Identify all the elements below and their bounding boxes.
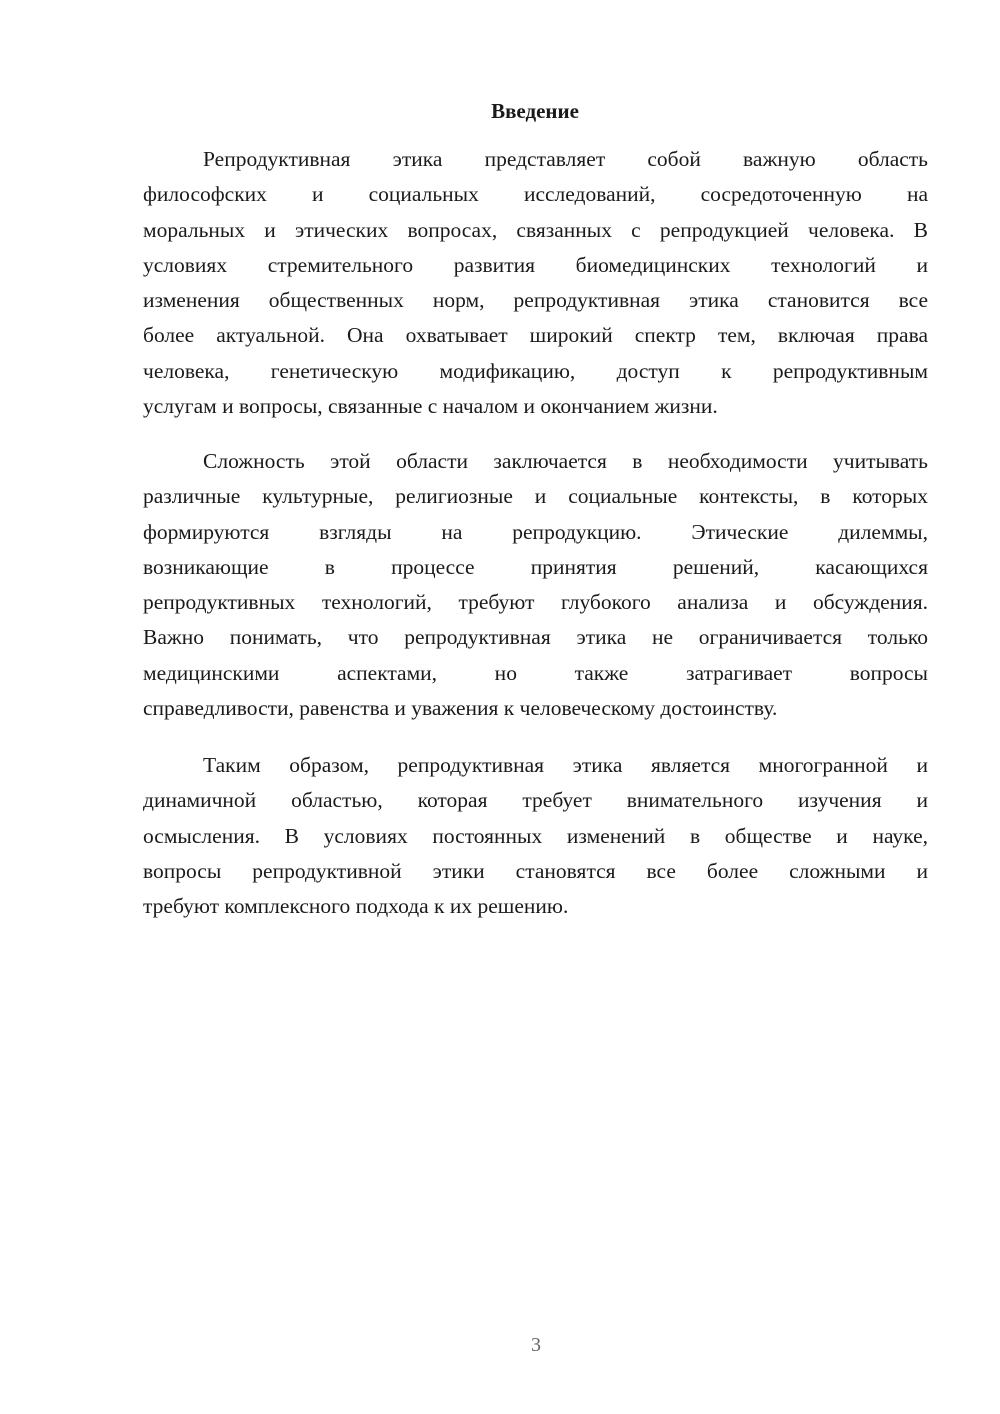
paragraph-3 <box>143 748 928 924</box>
text-line: динамичной областью, которая требует внимательного изучения и <box>143 788 928 813</box>
text-line: справедливости, равенства и уважения к человеческому достоинству. <box>143 696 778 721</box>
paragraph-2 <box>143 444 928 726</box>
text-line: философских и социальных исследований, сосредоточенную на <box>143 182 928 207</box>
text-line: репродуктивных технологий, требуют глубокого анализа и обсуждения. <box>143 590 928 615</box>
text-line: Сложность этой области заключается в необходимости учитывать <box>203 449 928 473</box>
text-line: услугам и вопросы, связанные с началом и окончанием жизни. <box>143 394 718 419</box>
text-line: Важно понимать, что репродуктивная этика не ограничивается только <box>143 625 928 650</box>
text-line: Репродуктивная этика представляет собой важную область <box>203 147 928 171</box>
text-line: условиях стремительного развития биомедицинских технологий и <box>143 252 928 277</box>
text-line: медицинскими аспектами, но также затрагивает вопросы <box>143 660 928 685</box>
paragraph-1 <box>143 142 928 424</box>
text-line: Таким образом, репродуктивная этика является многогранной и <box>203 753 928 777</box>
text-line: возникающие в процессе принятия решений, касающихся <box>143 554 928 579</box>
page-number: 3 <box>531 1334 541 1356</box>
section-title: Введение <box>491 99 579 123</box>
text-line: осмысления. В условиях постоянных изменений в обществе и науке, <box>143 823 928 848</box>
text-line: требуют комплексного подхода к их решению. <box>143 894 569 919</box>
text-line: человека, генетическую модификацию, доступ к репродуктивным <box>143 358 928 383</box>
text-line: формируются взгляды на репродукцию. Этические дилеммы, <box>143 519 928 544</box>
text-line: вопросы репродуктивной этики становятся все более сложными и <box>143 858 928 883</box>
text-line: различные культурные, религиозные и социальные контексты, в которых <box>143 484 928 509</box>
text-line: моральных и этических вопросах, связанных с репродукцией человека. В <box>143 217 928 242</box>
text-line: более актуальной. Она охватывает широкий спектр тем, включая права <box>143 323 928 348</box>
text-line: изменения общественных норм, репродуктивная этика становится все <box>143 288 928 313</box>
